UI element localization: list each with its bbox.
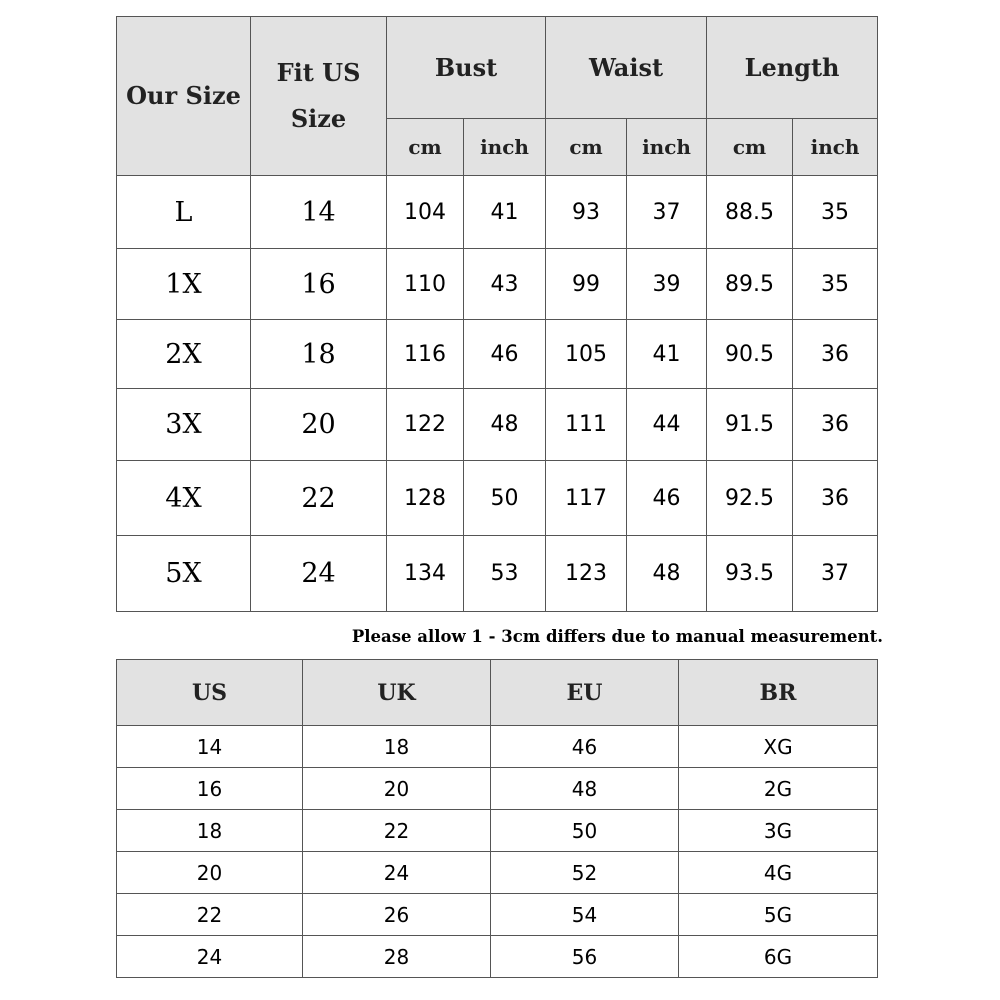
- length-inch-cell: 37: [793, 536, 878, 612]
- bust-inch-cell: 43: [464, 249, 546, 320]
- our-size-cell: 1X: [117, 249, 251, 320]
- waist-cm-cell: 99: [546, 249, 627, 320]
- our-size-cell: 3X: [117, 389, 251, 461]
- eu-cell: 48: [491, 768, 679, 810]
- size-row: [117, 320, 878, 389]
- conversion-row: [117, 810, 878, 852]
- bust-cm-cell: 104: [387, 176, 464, 249]
- size-row: [117, 249, 878, 320]
- eu-cell: 54: [491, 894, 679, 936]
- size-row: [117, 461, 878, 536]
- br-cell: 2G: [679, 768, 878, 810]
- br-cell: XG: [679, 726, 878, 768]
- uk-cell: 28: [303, 936, 491, 978]
- conversion-row: [117, 726, 878, 768]
- header-bust-cm: cm: [387, 119, 464, 176]
- eu-cell: 46: [491, 726, 679, 768]
- conversion-row: [117, 894, 878, 936]
- header-bust: Bust: [387, 17, 546, 119]
- length-cm-cell: 91.5: [707, 389, 793, 461]
- br-cell: 4G: [679, 852, 878, 894]
- us-size-cell: 16: [251, 249, 387, 320]
- waist-inch-cell: 39: [627, 249, 707, 320]
- uk-cell: 26: [303, 894, 491, 936]
- length-inch-cell: 36: [793, 461, 878, 536]
- size-row: [117, 389, 878, 461]
- us-cell: 24: [117, 936, 303, 978]
- us-size-cell: 24: [251, 536, 387, 612]
- waist-inch-cell: 37: [627, 176, 707, 249]
- bust-inch-cell: 48: [464, 389, 546, 461]
- header-us: US: [117, 660, 303, 726]
- us-size-cell: 20: [251, 389, 387, 461]
- header-length-inch: inch: [793, 119, 878, 176]
- conversion-row: [117, 852, 878, 894]
- us-cell: 16: [117, 768, 303, 810]
- us-cell: 18: [117, 810, 303, 852]
- us-cell: 14: [117, 726, 303, 768]
- length-inch-cell: 36: [793, 389, 878, 461]
- waist-inch-cell: 41: [627, 320, 707, 389]
- measurement-note: Please allow 1 - 3cm differs due to manual measurement.: [351, 627, 883, 646]
- header-our-size: Our Size: [117, 17, 251, 176]
- bust-inch-cell: 46: [464, 320, 546, 389]
- length-cm-cell: 89.5: [707, 249, 793, 320]
- waist-cm-cell: 93: [546, 176, 627, 249]
- br-cell: 6G: [679, 936, 878, 978]
- size-chart-table: [116, 16, 878, 612]
- our-size-cell: L: [117, 176, 251, 249]
- length-cm-cell: 88.5: [707, 176, 793, 249]
- br-cell: 5G: [679, 894, 878, 936]
- waist-cm-cell: 105: [546, 320, 627, 389]
- bust-inch-cell: 41: [464, 176, 546, 249]
- header-length-cm: cm: [707, 119, 793, 176]
- bust-cm-cell: 134: [387, 536, 464, 612]
- length-cm-cell: 90.5: [707, 320, 793, 389]
- bust-cm-cell: 128: [387, 461, 464, 536]
- bust-inch-cell: 53: [464, 536, 546, 612]
- bust-inch-cell: 50: [464, 461, 546, 536]
- uk-cell: 20: [303, 768, 491, 810]
- bust-cm-cell: 116: [387, 320, 464, 389]
- conversion-row: [117, 768, 878, 810]
- eu-cell: 56: [491, 936, 679, 978]
- waist-inch-cell: 46: [627, 461, 707, 536]
- header-br: BR: [679, 660, 878, 726]
- waist-cm-cell: 117: [546, 461, 627, 536]
- waist-cm-cell: 111: [546, 389, 627, 461]
- size-row: [117, 176, 878, 249]
- size-row: [117, 536, 878, 612]
- length-inch-cell: 36: [793, 320, 878, 389]
- eu-cell: 50: [491, 810, 679, 852]
- header-fit-us-line1: Fit US: [276, 58, 361, 87]
- us-size-cell: 22: [251, 461, 387, 536]
- conversion-row: [117, 936, 878, 978]
- length-cm-cell: 93.5: [707, 536, 793, 612]
- header-bust-inch: inch: [464, 119, 546, 176]
- uk-cell: 22: [303, 810, 491, 852]
- length-inch-cell: 35: [793, 176, 878, 249]
- header-waist: Waist: [546, 17, 707, 119]
- length-inch-cell: 35: [793, 249, 878, 320]
- bust-cm-cell: 110: [387, 249, 464, 320]
- our-size-cell: 4X: [117, 461, 251, 536]
- waist-inch-cell: 48: [627, 536, 707, 612]
- header-eu: EU: [491, 660, 679, 726]
- us-size-cell: 14: [251, 176, 387, 249]
- br-cell: 3G: [679, 810, 878, 852]
- our-size-cell: 5X: [117, 536, 251, 612]
- us-size-cell: 18: [251, 320, 387, 389]
- waist-inch-cell: 44: [627, 389, 707, 461]
- header-fit-us-line2: Size: [290, 104, 347, 133]
- size-conversion-table: [116, 659, 878, 978]
- length-cm-cell: 92.5: [707, 461, 793, 536]
- bust-cm-cell: 122: [387, 389, 464, 461]
- uk-cell: 24: [303, 852, 491, 894]
- us-cell: 20: [117, 852, 303, 894]
- our-size-cell: 2X: [117, 320, 251, 389]
- us-cell: 22: [117, 894, 303, 936]
- header-length: Length: [707, 17, 878, 119]
- header-waist-inch: inch: [627, 119, 707, 176]
- waist-cm-cell: 123: [546, 536, 627, 612]
- header-fit-us-size: [251, 17, 387, 176]
- header-waist-cm: cm: [546, 119, 627, 176]
- header-uk: UK: [303, 660, 491, 726]
- eu-cell: 52: [491, 852, 679, 894]
- uk-cell: 18: [303, 726, 491, 768]
